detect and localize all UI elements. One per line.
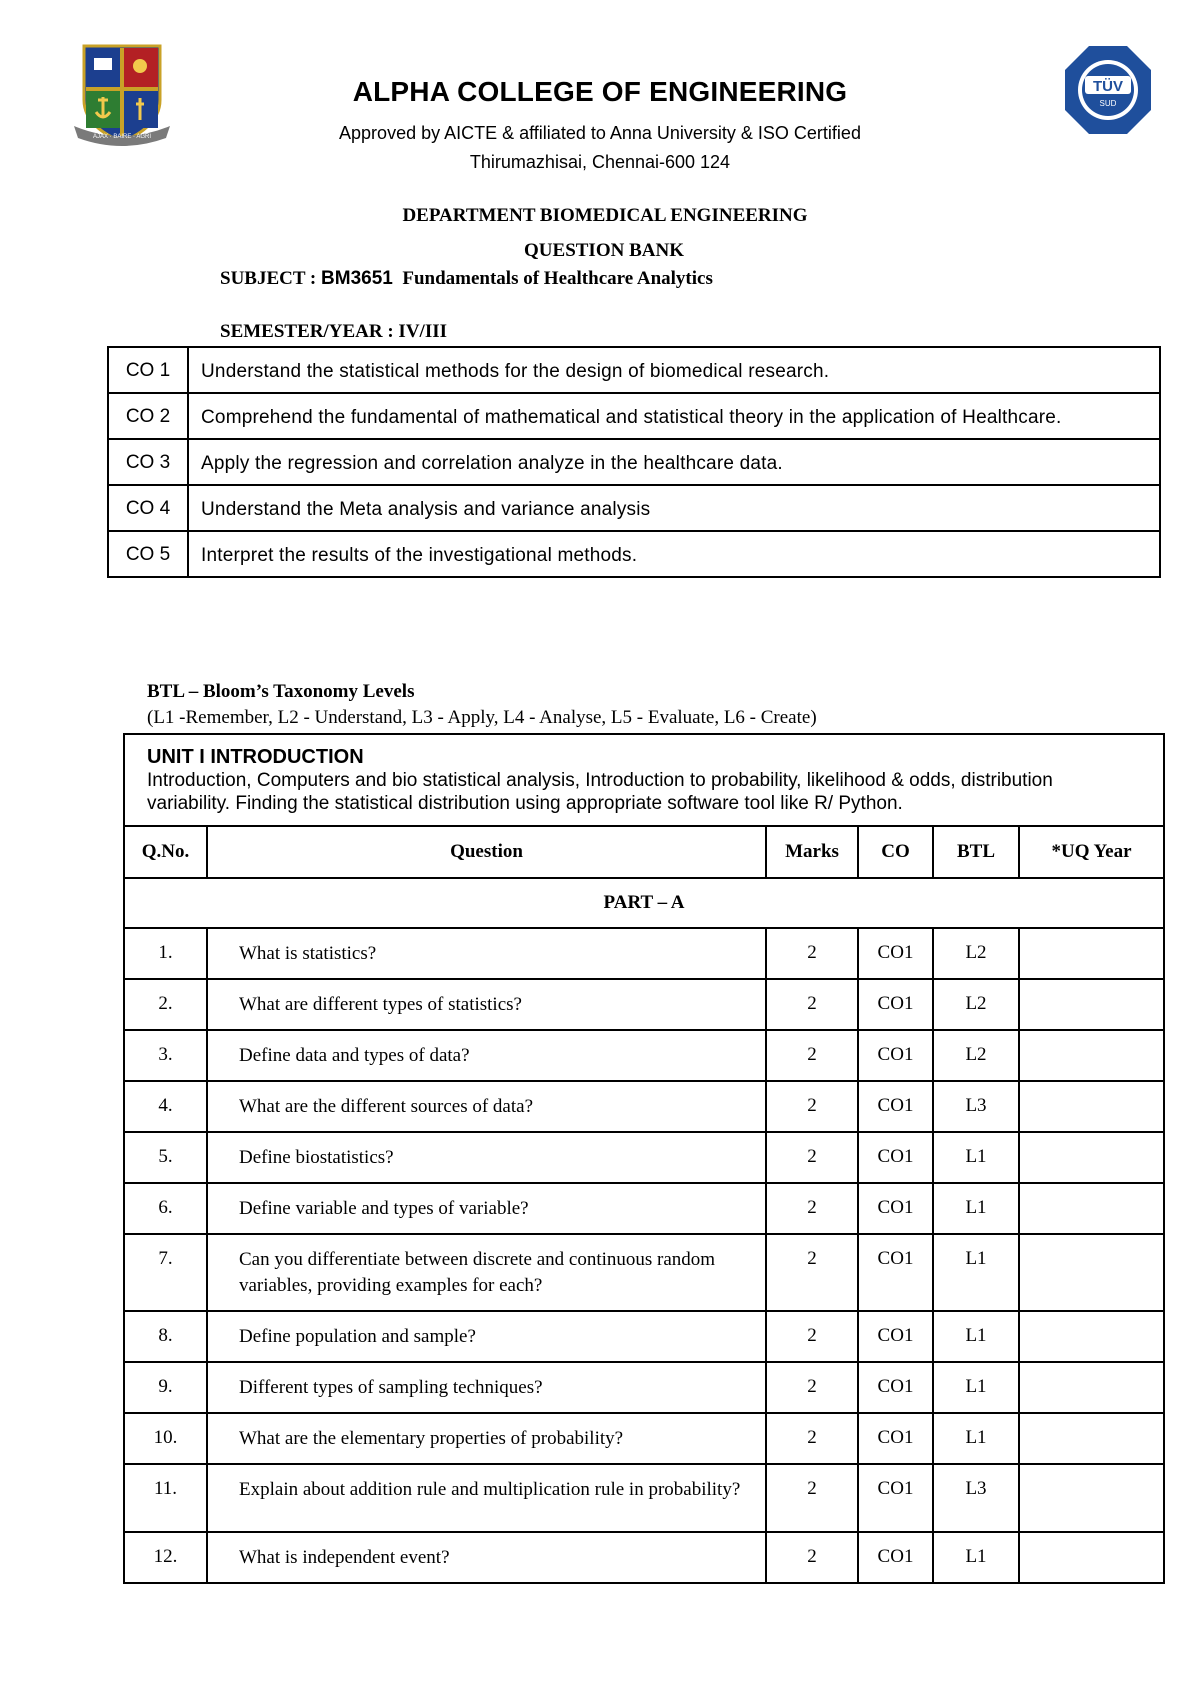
question-number: 9.	[124, 1362, 207, 1413]
co-row	[108, 393, 1160, 439]
co-cell: CO1	[858, 1413, 933, 1464]
btl-cell: L2	[933, 979, 1019, 1030]
co-row	[108, 531, 1160, 577]
co-cell: CO1	[858, 1030, 933, 1081]
table-row	[124, 1081, 1164, 1132]
uq-year-cell	[1019, 1183, 1164, 1234]
header-marks: Marks	[766, 826, 858, 878]
co-code: CO 4	[108, 485, 188, 531]
uq-year-cell	[1019, 1311, 1164, 1362]
college-name: ALPHA COLLEGE OF ENGINEERING	[352, 76, 848, 107]
co-code: CO 3	[108, 439, 188, 485]
semester-year: SEMESTER/YEAR : IV/III	[220, 321, 447, 342]
table-row	[124, 1132, 1164, 1183]
question-text: Define variable and types of variable?	[207, 1183, 766, 1234]
subject-line	[220, 268, 713, 290]
part-row	[124, 878, 1164, 928]
table-row	[124, 979, 1164, 1030]
btl-levels: (L1 -Remember, L2 - Understand, L3 - Apply, L4 - Analyse, L5 - Evaluate, L6 - Create)	[147, 707, 817, 728]
table-row	[124, 1183, 1164, 1234]
btl-cell: L1	[933, 1413, 1019, 1464]
btl-cell: L1	[933, 1532, 1019, 1583]
marks-cell: 2	[766, 1413, 858, 1464]
header-co: CO	[858, 826, 933, 878]
subject-name: Fundamentals of Healthcare Analytics	[402, 268, 713, 289]
header-question: Question	[207, 826, 766, 878]
question-number: 8.	[124, 1311, 207, 1362]
question-text: Define biostatistics?	[207, 1132, 766, 1183]
document-type: QUESTION BANK	[524, 240, 684, 261]
marks-cell: 2	[766, 1234, 858, 1311]
btl-cell: L1	[933, 1132, 1019, 1183]
btl-cell: L1	[933, 1234, 1019, 1311]
btl-cell: L2	[933, 1030, 1019, 1081]
unit-description: Introduction, Computers and bio statistical analysis, Introduction to probability, likelihood & odds, distribution variability. Finding the statistical distribution using appropriate software tool like R/ Python.	[147, 770, 1053, 814]
co-cell: CO1	[858, 1311, 933, 1362]
table-row	[124, 1030, 1164, 1081]
co-cell: CO1	[858, 1532, 933, 1583]
co-description: Apply the regression and correlation analyze in the healthcare data.	[188, 439, 1160, 485]
question-text: What are different types of statistics?	[207, 979, 766, 1030]
co-code: CO 5	[108, 531, 188, 577]
question-text: Explain about addition rule and multiplication rule in probability?	[207, 1464, 766, 1532]
btl-cell: L1	[933, 1311, 1019, 1362]
question-text: What is independent event?	[207, 1532, 766, 1583]
uq-year-cell	[1019, 1413, 1164, 1464]
marks-cell: 2	[766, 1464, 858, 1532]
co-row	[108, 439, 1160, 485]
question-text: Define data and types of data?	[207, 1030, 766, 1081]
question-text: Define population and sample?	[207, 1311, 766, 1362]
header-qno: Q.No.	[124, 826, 207, 878]
marks-cell: 2	[766, 979, 858, 1030]
question-number: 2.	[124, 979, 207, 1030]
college-address: Thirumazhisai, Chennai-600 124	[469, 152, 731, 172]
co-row	[108, 485, 1160, 531]
question-number: 4.	[124, 1081, 207, 1132]
co-cell: CO1	[858, 928, 933, 979]
uq-year-cell	[1019, 1234, 1164, 1311]
crest-banner-text: AJAX · BAIRE · AGRI	[92, 134, 152, 140]
question-number: 3.	[124, 1030, 207, 1081]
co-code: CO 2	[108, 393, 188, 439]
co-description: Comprehend the fundamental of mathematical and statistical theory in the application of Healthcare.	[188, 393, 1160, 439]
uq-year-cell	[1019, 1464, 1164, 1532]
co-row	[108, 347, 1160, 393]
co-cell: CO1	[858, 1183, 933, 1234]
table-row	[124, 1464, 1164, 1532]
marks-cell: 2	[766, 1532, 858, 1583]
marks-cell: 2	[766, 1081, 858, 1132]
uq-year-cell	[1019, 979, 1164, 1030]
table-row	[124, 1413, 1164, 1464]
marks-cell: 2	[766, 1030, 858, 1081]
marks-cell: 2	[766, 1183, 858, 1234]
uq-year-cell	[1019, 1081, 1164, 1132]
table-header-row	[124, 826, 1164, 878]
co-description: Interpret the results of the investigational methods.	[188, 531, 1160, 577]
part-label: PART – A	[124, 878, 1164, 928]
marks-cell: 2	[766, 1132, 858, 1183]
uq-year-cell	[1019, 1532, 1164, 1583]
question-number: 5.	[124, 1132, 207, 1183]
btl-cell: L1	[933, 1362, 1019, 1413]
header-btl: BTL	[933, 826, 1019, 878]
co-cell: CO1	[858, 1234, 933, 1311]
question-table	[123, 733, 1165, 1584]
approval-line: Approved by AICTE & affiliated to Anna University & ISO Certified	[339, 123, 861, 143]
question-number: 10.	[124, 1413, 207, 1464]
co-description: Understand the Meta analysis and variance analysis	[188, 485, 1160, 531]
question-text: What are the elementary properties of probability?	[207, 1413, 766, 1464]
table-row	[124, 1532, 1164, 1583]
course-outcomes-table	[107, 346, 1161, 578]
co-cell: CO1	[858, 1464, 933, 1532]
co-description: Understand the statistical methods for the design of biomedical research.	[188, 347, 1160, 393]
subject-code: BM3651	[321, 268, 393, 289]
unit-description-cell	[124, 734, 1164, 826]
btl-cell: L3	[933, 1081, 1019, 1132]
question-number: 7.	[124, 1234, 207, 1311]
uq-year-cell	[1019, 1030, 1164, 1081]
uq-year-cell	[1019, 1132, 1164, 1183]
header-uq-year: *UQ Year	[1019, 826, 1164, 878]
question-number: 1.	[124, 928, 207, 979]
unit-title: UNIT I INTRODUCTION	[147, 746, 364, 768]
co-cell: CO1	[858, 979, 933, 1030]
question-number: 11.	[124, 1464, 207, 1532]
question-text: Different types of sampling techniques?	[207, 1362, 766, 1413]
subject-label: SUBJECT :	[220, 268, 317, 289]
question-text: What are the different sources of data?	[207, 1081, 766, 1132]
table-row	[124, 928, 1164, 979]
marks-cell: 2	[766, 928, 858, 979]
department-title: DEPARTMENT BIOMEDICAL ENGINEERING	[402, 205, 808, 226]
question-text: Can you differentiate between discrete and continuous random variables, providing examples for each?	[207, 1234, 766, 1311]
uq-year-cell	[1019, 1362, 1164, 1413]
btl-cell: L3	[933, 1464, 1019, 1532]
table-row	[124, 1311, 1164, 1362]
question-number: 6.	[124, 1183, 207, 1234]
btl-cell: L2	[933, 928, 1019, 979]
co-cell: CO1	[858, 1132, 933, 1183]
tuv-logo-text: TÜV	[1093, 78, 1123, 95]
table-row	[124, 1362, 1164, 1413]
co-cell: CO1	[858, 1362, 933, 1413]
btl-cell: L1	[933, 1183, 1019, 1234]
tuv-logo-subtext: SUD	[1099, 99, 1117, 108]
marks-cell: 2	[766, 1362, 858, 1413]
co-code: CO 1	[108, 347, 188, 393]
table-row	[124, 1234, 1164, 1311]
marks-cell: 2	[766, 1311, 858, 1362]
btl-title: BTL – Bloom’s Taxonomy Levels	[147, 681, 415, 702]
question-text: What is statistics?	[207, 928, 766, 979]
question-number: 12.	[124, 1532, 207, 1583]
co-cell: CO1	[858, 1081, 933, 1132]
uq-year-cell	[1019, 928, 1164, 979]
